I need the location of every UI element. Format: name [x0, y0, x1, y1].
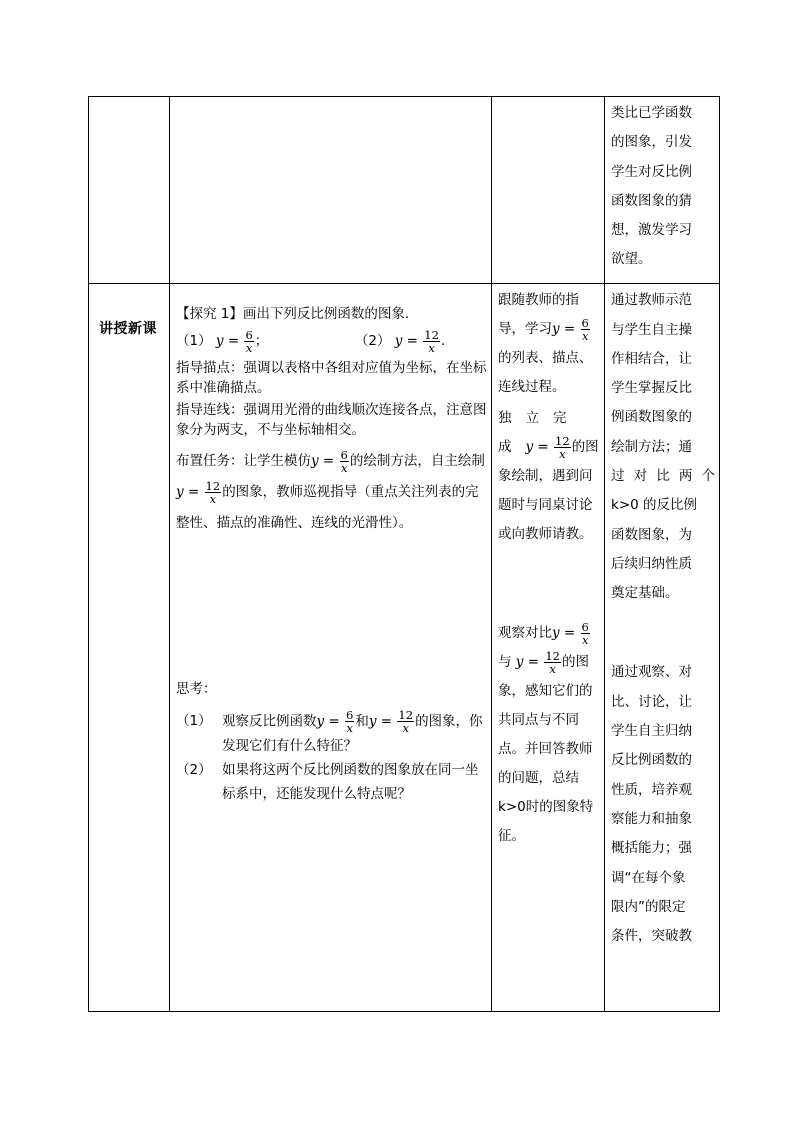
- intent-line: 学生对反比例: [611, 163, 692, 180]
- intent-line: 函数图象，为: [611, 526, 692, 543]
- intent-line: k>0 的反比例: [611, 497, 698, 514]
- student-activity-c: 观察对比y = $\frac{6}{x}$ 与 y = $\frac{12}{x}$ 的图象，感知它们的共同点与不同点。并回答教师的问题，总结k>0时的图象特征。: [498, 619, 594, 845]
- student-activity-a: 跟随教师的指导，学习y = $\frac{6}{x}$ 的列表、描点、连线过程。: [498, 292, 593, 396]
- fraction-6-over-x: $\frac{6}{x}$: [581, 315, 589, 343]
- fraction-6-over-x: $\frac{6}{x}$: [346, 708, 354, 736]
- stage-label: 讲授新课: [89, 284, 170, 1012]
- student-activity-b: 独立完成y = $\frac{12}{x}$ 的图象绘制，遇到问题时与同桌讨论或向教师请教。: [498, 410, 599, 543]
- intent-line: 作相结合，让: [611, 350, 692, 367]
- fraction-6-over-x: $\frac{6}{x}$: [245, 327, 253, 355]
- fraction-12-over-x: $\frac{12}{x}$: [545, 648, 560, 676]
- var-y: y: [394, 333, 403, 350]
- intent-line: 类比已学函数: [611, 105, 692, 121]
- intent-line: 欲望。: [611, 251, 652, 268]
- intent-line: 的图象，引发: [611, 134, 692, 151]
- intent-line: 学生自主归纳: [611, 723, 692, 740]
- fraction-12-over-x: $\frac{12}{x}$: [424, 327, 439, 355]
- intent-line: 调“在每个象: [611, 869, 686, 886]
- equals: =: [223, 333, 244, 350]
- task-assignment: 布置任务：让学生模仿y = $\frac{6}{x}$ 的绘制方法，自主绘制y = $\frac{12}{x}$ 的图象，教师巡视指导（重点关注列表的完整性、描点的准确性、连线的光滑性）。: [176, 447, 485, 532]
- intent-paragraph-2: [611, 658, 715, 951]
- intent-paragraph-1: [611, 286, 715, 608]
- intent-line: 函数图象的猜: [611, 192, 692, 209]
- var-y: y: [215, 333, 224, 350]
- intent-line: 通过观察、对: [611, 664, 692, 681]
- teacher-activity-cell-empty: [170, 97, 492, 284]
- intent-line: 比、讨论，让: [611, 693, 692, 710]
- guide-lines: 指导连线：强调用光滑的曲线顺次连接各点，注意图象分为两支，不与坐标轴相交。: [176, 402, 487, 439]
- fraction-6-over-x: $\frac{6}{x}$: [340, 447, 348, 475]
- student-activity-cell: [492, 284, 605, 1012]
- list-item: （2） 如果将这两个反比例函数的图象放在同一坐标系中，还能发现什么特点呢？: [176, 762, 479, 803]
- intent-line: 察能力和抽象: [611, 810, 692, 827]
- fraction-12-over-x: $\frac{12}{x}$: [205, 478, 221, 506]
- intent-line: 绘制方法；通: [611, 438, 692, 455]
- item-label: （2）: [354, 333, 391, 350]
- lesson-plan-table: [88, 96, 720, 1012]
- intent-line: 通过教师示范: [611, 292, 692, 309]
- intent-line: 限内”的限定: [611, 898, 686, 915]
- fraction-12-over-x: $\frac{12}{x}$: [555, 433, 570, 461]
- student-activity-cell-empty: [492, 97, 605, 284]
- intent-line: 过对比两个: [611, 467, 715, 484]
- design-intent-cell: [605, 284, 720, 1012]
- intent-line: 与学生自主操: [611, 321, 692, 338]
- stage-cell-empty: [89, 97, 170, 284]
- list-item: （1） 观察反比例函数y = $\frac{6}{x}$ 和y = $\frac{12}{x}$ 的图象，你发现它们有什么特征？: [176, 708, 483, 755]
- intent-line: 反比例函数的: [611, 752, 692, 769]
- intent-line: 例函数图象的: [611, 409, 692, 426]
- fraction-12-over-x: $\frac{12}{x}$: [398, 708, 414, 736]
- explore-title: 【探究 1】画出下列反比例函数的图象.: [176, 306, 410, 323]
- intent-line: 概括能力；强: [611, 840, 692, 857]
- intent-line: 学生掌握反比: [611, 380, 692, 397]
- explore-functions: （1） y = $\frac{6}{x}$ ； （2） y = $\frac{12}{x}$ .: [176, 327, 446, 355]
- design-intent-cell: [605, 97, 720, 284]
- think-questions: [176, 709, 487, 806]
- guide-points: 指导描点：强调以表格中各组对应值为坐标，在坐标系中准确描点。: [176, 360, 487, 397]
- intent-line: 奠定基础。: [611, 585, 679, 602]
- intent-line: 后续归纳性质: [611, 555, 692, 572]
- table-row: [89, 97, 720, 284]
- think-title: 思考：: [176, 681, 217, 698]
- intent-line: 性质，培养观: [611, 781, 692, 798]
- fraction-6-over-x: $\frac{6}{x}$: [581, 619, 589, 647]
- table-row: [89, 284, 720, 1012]
- teacher-activity-cell: [170, 284, 492, 1012]
- intent-line: 条件，突破教: [611, 928, 692, 945]
- intent-line: 想，激发学习: [611, 222, 692, 239]
- item-label: （1）: [176, 333, 212, 350]
